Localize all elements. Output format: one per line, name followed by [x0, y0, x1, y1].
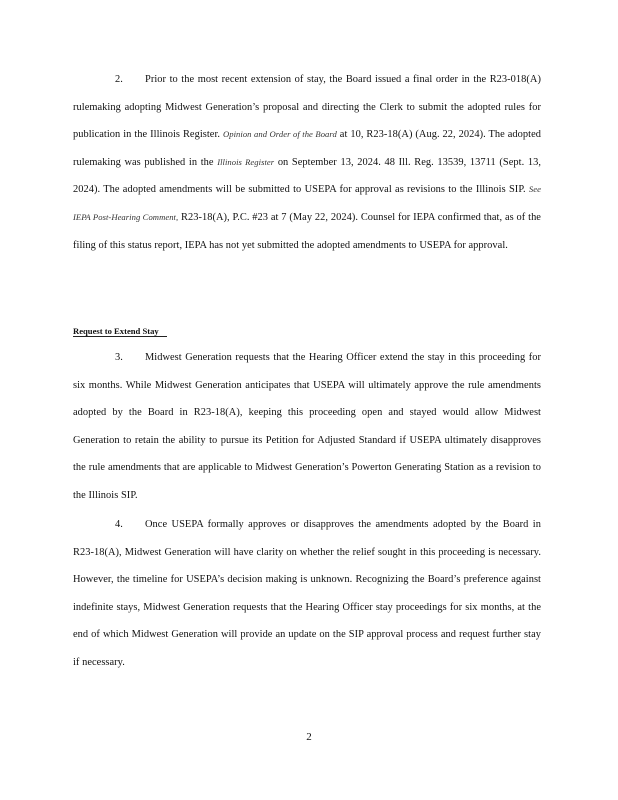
citation-italic: Illinois Register [217, 156, 275, 167]
paragraph-text: Once USEPA formally approves or disapproves the amendments adopted by the Board in R23-18(A), Midwest Generation will have clarity on whether the relief sought in this proceeding is necessary. However, the timeline for USEPA’s decision making is unknown. Recognizing the Board’s preference against indefinite stays, Midwest Generation requests that the Hearing Officer stay proceedings for six months, at the end of which Midwest Generation will provide an update on the SIP approval process and request further stay if necessary. [73, 519, 541, 668]
paragraph-number: 2. [115, 74, 123, 85]
paragraph-text: on September 13, 2024. 48 Ill. Reg. 13539, 13711 (Sept. 13, 2024). The adopted amendments will be submitted to USEPA for approval as revisions to the Illinois SIP. [73, 156, 542, 196]
paragraph-text: Prior to the most recent extension of stay, the Board issued a final order in the R23-018(A) rulemaking adopting Midwest Generation’s proposal and directing the Clerk to submit the adopted rules for publication in the Illinois Register. [73, 74, 541, 141]
paragraph-text: Midwest Generation requests that the Hearing Officer extend the stay in this proceeding for six months. While Midwest Generation anticipates that USEPA will ultimately approve the rule amendments adopted by the Board in R23-18(A), keeping this proceeding open and stayed would allow Midwest Generation to retain the ability to pursue its Petition for Adjusted Standard if USEPA ultimately disapproves the rule amendments that are applicable to Midwest Generation’s Powerton Generating Station as a revision to the Illinois SIP. [73, 352, 541, 501]
section-heading [73, 321, 167, 341]
paragraph-3 [73, 344, 541, 510]
paragraph-4 [73, 511, 541, 677]
citation-italic: See IEPA Post-Hearing Comment, [73, 184, 541, 222]
section-heading-text: Request to Extend Stay [73, 326, 167, 337]
page-number: 2 [306, 731, 312, 743]
paragraph-text: R23-18(A), P.C. #23 at 7 (May 22, 2024). Counsel for IEPA confirmed that, as of the filing of this status report, IEPA has not yet submitted the adopted amendments to USEPA for approval. [73, 211, 541, 251]
citation-italic: Opinion and Order of the Board [223, 129, 337, 140]
paragraph-number: 3. [115, 352, 123, 363]
paragraph-text: at 10, R23-18(A) (Aug. 22, 2024). The adopted rulemaking was published in the [73, 129, 542, 168]
paragraph-number: 4. [115, 519, 123, 530]
paragraph-2 [73, 66, 541, 259]
